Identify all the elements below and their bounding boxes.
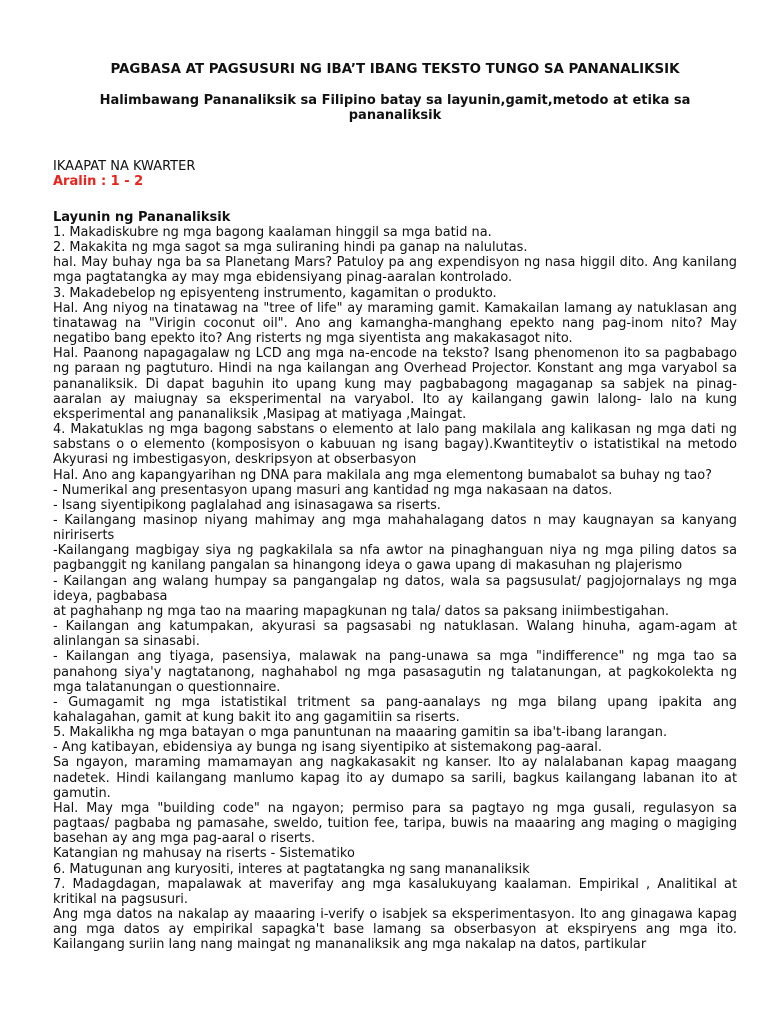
paragraph: Hal. Ang niyog na tinatawag na "tree of life" ay maraming gamit. Kamakailan lamang ay natuklasan ang tinatawag na "Virigin coconut oil". Ano ang kamangha-manghang epekto nang pag-inom nito? May negatibo bang epekto ito? Ang risterts ng mga siyentista ang makakasagot nito. [53, 300, 737, 347]
paragraph: - Isang siyentipikong paglalahad ang isinasagawa sa riserts. [53, 497, 441, 513]
paragraph: - Ang katibayan, ebidensiya ay bunga ng isang siyentipiko at sistemakong pag-aaral. [53, 740, 602, 756]
document-page [53, 62, 737, 953]
paragraph: - Kailangan ang walang humpay sa pangangalap ng datos, wala sa pagsusulat/ pagjojornalays ng mga ideya, pagbabasa [53, 573, 737, 604]
paragraph: Katangian ng mahusay na riserts - Sistematiko [53, 846, 355, 862]
paragraph: hal. May buhay nga ba sa Planetang Mars? Patuloy pa ang expendisyon ng nasa higgil dito. Ang kanilang mga pagtatangka ay may mga ebidensiyang pinag-aaralan kontrolado. [53, 255, 737, 286]
paragraph: Hal. Ano ang kapangyarihan ng DNA para makilala ang mga elementong bumabalot sa buhay ng tao? [53, 467, 712, 483]
paragraph: - Kailangan ang katumpakan, akyurasi sa pagsasabi ng natuklasan. Walang hinuha, agam-agam at alinlangan sa sinasabi. [53, 619, 737, 650]
document-title: PAGBASA AT PAGSUSURI NG IBA’T IBANG TEKSTO TUNGO SA PANANALIKSIK [110, 62, 680, 77]
paragraph: Hal. May mga "building code" na ngayon; permiso para sa pagtayo ng mga gusali, regulasyon sa pagtaas/ pagbaba ng pamasahe, sweldo, tuition fee, taripa, buwis na maaaring ang maging o magiging basehan ay ang mga pag-aaral o riserts. [53, 800, 737, 847]
paragraph: 2. Makakita ng mga sagot sa mga suliraning hindi pa ganap na nalulutas. [53, 240, 528, 256]
document-body [53, 225, 737, 953]
paragraph: Ang mga datos na nakalap ay maaaring i-verify o isabjek sa eksperimentasyon. Ito ang ginagawa kapag ang mga datos ay empirikal sapagka't base lamang sa obserbasyon at ekspiryens ang mga ito. Kailangang suriin lang nang maingat ng mananaliksik ang mga nakalap na datos, partikular [53, 907, 737, 953]
lesson-label: Aralin : 1 - 2 [53, 174, 144, 189]
paragraph: 4. Makatuklas ng mga bagong sabstans o elemento at lalo pang makilala ang kalikasan ng mga dati ng sabstans o o elemento (komposisyon o kabuuan ng isang bagay).Kwantiteytiv o istatistikal na metodo Akyurasi ng imbestigasyon, deskripsyon at obserbasyon [53, 422, 737, 468]
paragraph: 6. Matugunan ang kuryositi, interes at pagtatangka ng sang mananaliksik [53, 861, 530, 877]
paragraph: - Kailangang masinop niyang mahimay ang mga mahahalagang datos n may kaugnayan sa kanyang niririserts [53, 512, 737, 544]
paragraph: Sa ngayon, maraming mamamayan ang nagkakasakit ng kanser. Ito ay nalalabanan kapag maagang nadetek. Hindi kailangang manlumo kapag ito ay dumapo sa sarili, bagkus kailangang labanan ito at gamutin. [53, 755, 737, 801]
paragraph: 3. Makadebelop ng episyenteng instrumento, kagamitan o produkto. [53, 285, 497, 301]
paragraph: 7. Madagdagan, mapalawak at maverifay ang mga kasalukuyang kaalaman. Empirikal , Analitikal at kritikal na pagsusuri. [53, 876, 737, 907]
paragraph: -Kailangang magbigay siya ng pagkakilala sa nfa awtor na pinaghanguan niya ng mga piling datos sa pagbanggit ng kanilang pangalan sa hinangong ideya o gawa upang di makasuhan ng plajerismo [53, 543, 737, 574]
paragraph: - Numerikal ang presentasyon upang masuri ang kantidad ng mga nakasaan na datos. [53, 482, 613, 498]
quarter-label: IKAAPAT NA KWARTER [53, 159, 196, 174]
paragraph: - Kailangan ang tiyaga, pasensiya, malawak na pang-unawa sa mga "indifference" ng mga tao sa panahong siya'y nagtatanong, naghahabol ng mga pasasagutin ng talatanungan, at pagkokolekta ng mga talatanungan o questionnaire. [53, 649, 737, 695]
paragraph: Hal. Paanong napagagalaw ng LCD ang mga na-encode na teksto? Isang phenomenon ito sa pagbabago ng paraan ng pagtuturo. Hindi na nga kailangan ang Overhead Projector. Konstant ang mga varyabol sa pananaliksik. Di dapat baguhin ito upang kung may pagbabagong magaganap sa sabjek na pinag-aaralan ay maiugnay sa eksperimental na varyabol. Ito ay kailangang gawin lalong- lalo na kung eksperimental ang pananaliksik ,Masipag at matiyaga ,Maingat. [53, 346, 737, 422]
document-subtitle: Halimbawang Pananaliksik sa Filipino batay sa layunin,gamit,metodo at etika sa pananaliksik [99, 93, 691, 123]
paragraph: - Gumagamit ng mga istatistikal tritment sa pang-aanalays ng mga bilang upang ipakita ang kahalagahan, gamit at kung bakit ito ang gagamitiin sa riserts. [53, 694, 737, 725]
paragraph: 5. Makalikha ng mga batayan o mga panuntunan na maaaring gamitin sa iba't-ibang larangan. [53, 725, 668, 741]
paragraph: 1. Makadiskubre ng mga bagong kaalaman hinggil sa mga batid na. [53, 225, 492, 240]
section-heading: Layunin ng Pananaliksik [53, 210, 231, 225]
paragraph: at paghahanp ng mga tao na maaring mapagkunan ng tala/ datos sa paksang iniimbestigahan. [53, 603, 670, 619]
